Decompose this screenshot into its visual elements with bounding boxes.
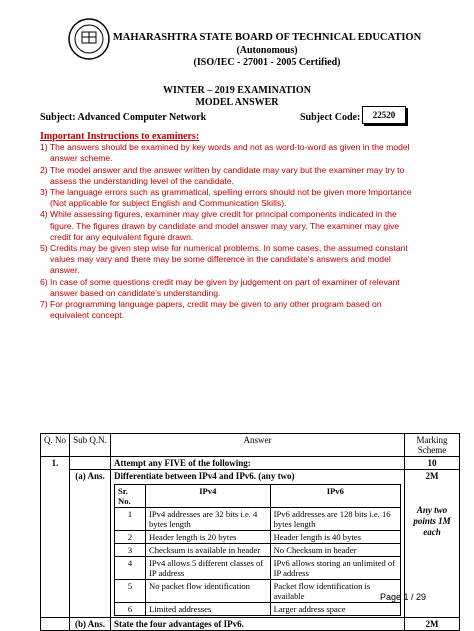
comparison-row: 1 IPv4 addresses are 32 bits i.e. 4 bytes length IPv6 addresses are 128 bits i.e. 16 bytes length [115,508,401,531]
marks-b: 2M [405,618,460,631]
instruction-item: 5) Credits may be given step wise for numerical problems. In some cases, the assumed constant values may vary and there may be some difference in the candidate’s answers and model answer. [40,243,408,276]
instruction-item: 7) For programming language papers, credit may be given to any other program based on equivalent concept. [40,299,382,321]
col-q-no: Q. No [41,434,70,457]
marks-a: 2M [425,471,439,481]
instructions-title: Important Instructions to examiners: [40,131,200,142]
answer-cell-a [111,470,405,618]
page-number: Page 1 / 29 [380,592,427,602]
subject-line: Subject: Advanced Computer Network [40,112,207,123]
col-marking-scheme: Marking Scheme [405,434,460,457]
sub-question-a: (a) Ans. [70,470,111,618]
instruction-item: 1) The answers should be examined by key words and not as word-to-word as given in the model answer scheme. [40,142,410,164]
instruction-item: 4) While assessing figures, examiner may give credit for principal components indicated in the figure. The figures drawn by candidate and model answer may vary. The examiner may give credit for any equivalent figure drawn. [40,209,400,242]
table-row [41,457,460,470]
table-row [41,618,460,631]
instructions-list [40,142,460,321]
comparison-row: 4 IPv4 allows 5 different classes of IP address IPv6 allows storing an unlimited of IP address [115,557,401,580]
board-title: MAHARASHTRA STATE BOARD OF TECHNICAL EDUCATION [112,32,422,43]
question-text-b: State the four advantages of IPv6. [111,618,405,631]
sub-question-b: (b) Ans. [70,618,111,631]
comparison-row: 3 Checksum is available in header No Checksum in header [115,544,401,557]
comparison-row: 6 Limited addresses Larger address space [115,603,401,616]
table-header-row [41,434,460,457]
total-marks: 10 [405,457,460,470]
model-answer-title: MODEL ANSWER [195,97,279,108]
question-number: 1. [41,457,70,618]
subject-code-box: 22520 [362,106,406,124]
instruction-item: 6) In case of some questions credit may be given by judgement on part of examiner of relevant answer based on candidate’s understanding. [40,276,400,298]
marks-note-a: Any two points 1M each [413,505,451,537]
autonomous-label: (Autonomous) [236,45,298,56]
iso-label: (ISO/IEC - 27001 - 2005 Certified) [193,57,341,68]
col-sub-qn: Sub Q.N. [70,434,111,457]
comparison-row: 5 No packet flow identification Packet flow identification is available [115,580,401,603]
comparison-header: Sr. No. IPv4 IPv6 [115,485,401,508]
col-answer: Answer [111,434,405,457]
comparison-row: 2 Header length is 20 bytes Header length is 40 bytes [115,531,401,544]
attempt-instruction: Attempt any FIVE of the following: [111,457,405,470]
question-text-a: Differentiate between IPv4 and IPv6. (any two) [114,471,295,481]
subject-code-label: Subject Code: [300,112,361,123]
instruction-item: 2) The model answer and the answer written by candidate may vary but the examiner may try to assess the understanding level of the candidate. [40,164,405,186]
instructions-block [40,131,460,321]
comparison-table [114,484,401,616]
exam-title: WINTER – 2019 EXAMINATION [163,85,311,96]
instruction-item: 3) The language errors such as grammatical, spelling errors should not be given more Importance (Not applicable for subject English and Communication Skills). [40,187,412,209]
